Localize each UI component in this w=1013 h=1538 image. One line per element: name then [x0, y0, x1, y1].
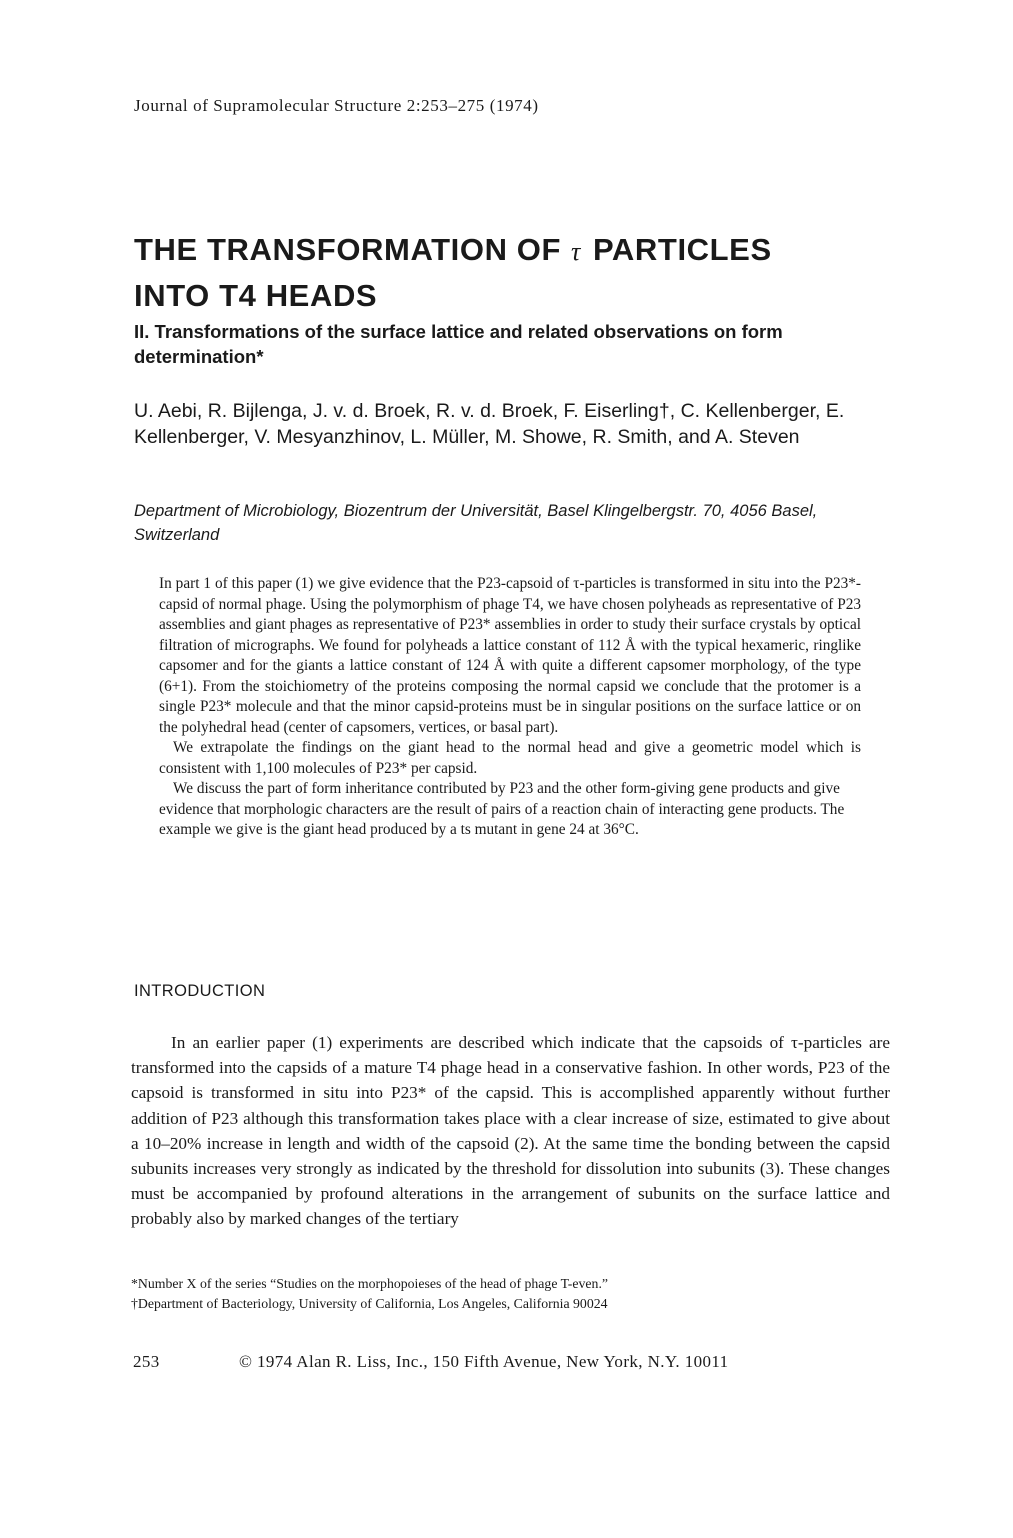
- author-list: U. Aebi, R. Bijlenga, J. v. d. Broek, R. v. d. Broek, F. Eiserling†, C. Kellenberger, E. Kellenberger, V. Mesyanzhinov, L. Müller, M. Showe, R. Smith, and A. Steven: [134, 400, 845, 448]
- abstract-paragraph-3: We discuss the part of form inheritance contributed by P23 and the other form-giving gene products and give evidence that morphologic characters are the result of pairs of a reaction chain of interacting gene products. The example we give is the giant head produced by a ts mutant in gene 24 at 36°C.: [159, 780, 845, 838]
- title-tau-symbol: τ: [571, 237, 581, 266]
- paper-title: [134, 228, 934, 318]
- title-part-1: THE TRANSFORMATION OF: [134, 232, 562, 267]
- page-number: 253: [133, 1352, 160, 1371]
- affiliation: Department of Microbiology, Biozentrum der Universität, Basel Klingelbergstr. 70, 4056 Basel, Switzerland: [134, 502, 818, 544]
- introduction-paragraph: In an earlier paper (1) experiments are described which indicate that the capsoids of τ-particles are transformed into the capsids of a mature T4 phage head in a conservative fashion. In other words, P23 of the capsoid is transformed in situ into P23* of the capsid. This is accomplished apparently without further addition of P23 although this transformation takes place with a clear increase of size, estimated to give about a 10–20% increase in length and width of the capsoid (2). At the same time the bonding between the capsid subunits increases very strongly as indicated by the threshold for dissolution into subunits (3). These changes must be accompanied by profound alterations in the arrangement of subunits on the surface lattice and probably also by marked changes of the tertiary: [131, 1033, 890, 1229]
- title-part-2: PARTICLES: [592, 232, 772, 267]
- journal-citation: Journal of Supramolecular Structure 2:253–275 (1974): [134, 96, 539, 115]
- footnote-affiliation: †Department of Bacteriology, University of California, Los Angeles, California 90024: [131, 1296, 608, 1311]
- abstract-paragraph-1: In part 1 of this paper (1) we give evidence that the P23-capsoid of τ-particles is transformed in situ into the P23*-capsid of normal phage. Using the polymorphism of phage T4, we have chosen polyheads as representative of P23 assemblies and giant phages as representative of P23* assemblies in order to study their surface crystals by optical filtration of micrographs. We found for polyheads a lattice constant of 112 Å with the typical hexameric, ringlike capsomer and for the giants a lattice constant of 124 Å with quite a different capsomer morphology, of the type (6+1). From the stoichiometry of the proteins composing the normal capsid we conclude that the protomer is a single P23* molecule and that the minor capsid-proteins must be in singular positions on the surface lattice or on the polyhedral head (center of capsomers, vertices, or basal part).: [159, 575, 861, 736]
- abstract-paragraph-2: We extrapolate the findings on the giant head to the normal head and give a geometric model which is consistent with 1,100 molecules of P23* per capsid.: [159, 739, 861, 777]
- section-heading-introduction: INTRODUCTION: [134, 982, 266, 1000]
- footnotes: [131, 1274, 891, 1314]
- footnote-series: *Number X of the series “Studies on the morphopoieses of the head of phage T-even.”: [131, 1276, 609, 1291]
- title-line-2: INTO T4 HEADS: [134, 278, 378, 313]
- paper-subtitle: II. Transformations of the surface lattice and related observations on form determination*: [134, 321, 783, 367]
- abstract: [159, 574, 861, 841]
- copyright-notice: © 1974 Alan R. Liss, Inc., 150 Fifth Avenue, New York, N.Y. 10011: [239, 1352, 729, 1371]
